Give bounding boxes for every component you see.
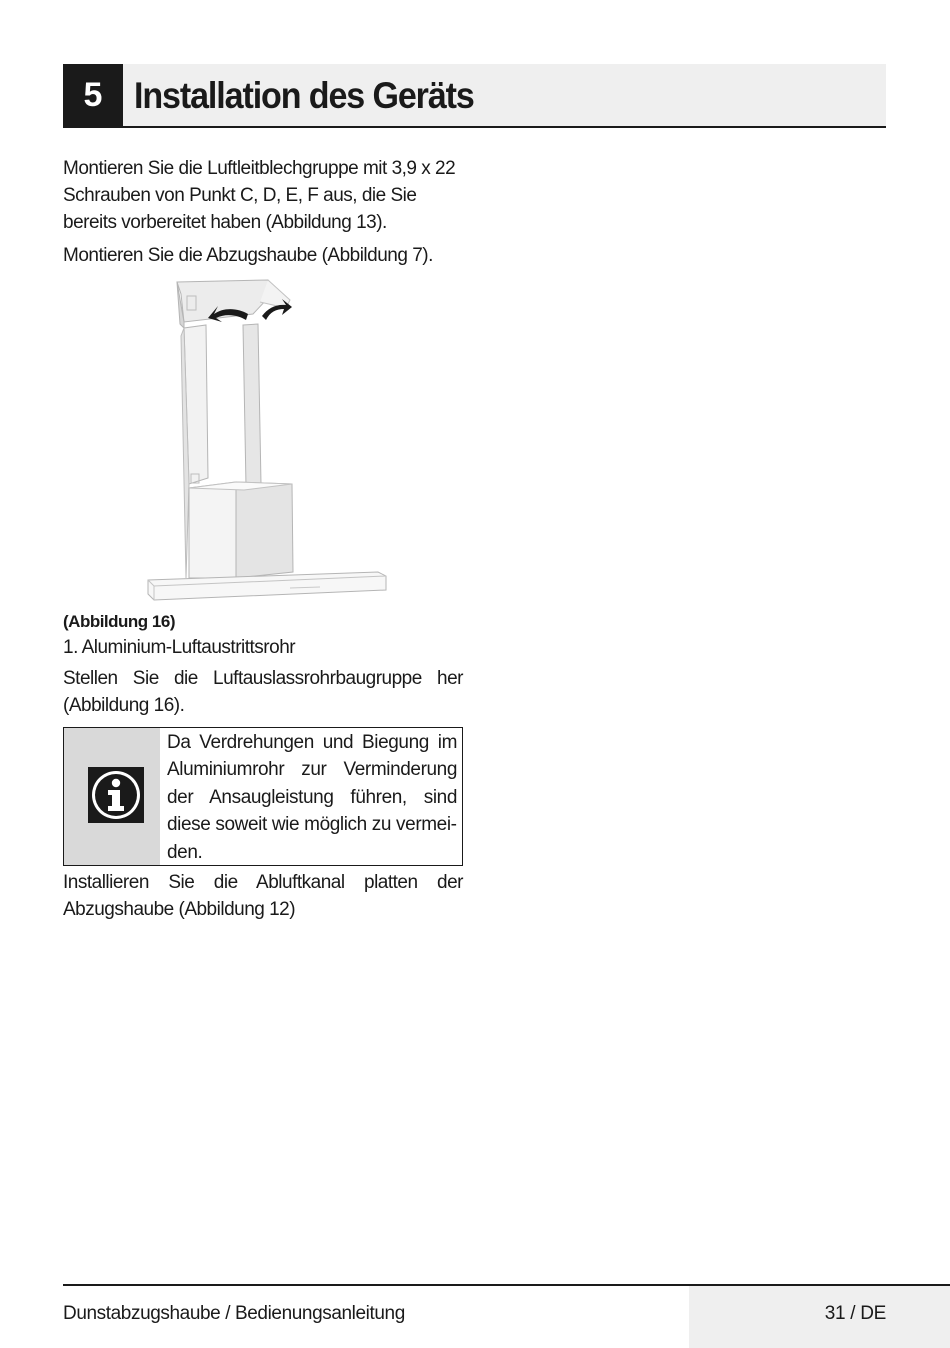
note-icon-cell [64, 728, 160, 865]
chapter-number: 5 [63, 64, 123, 126]
footer-page-box [689, 1286, 950, 1348]
info-note [63, 727, 463, 866]
hood-installation-illustration [140, 278, 396, 606]
paragraph-luftleitblech: Montieren Sie die Luftleitblechgruppe mit 3,9 x 22 Schrauben von Punkt C, D, E, F aus, die Sie bereits vorbereitet haben (Abbildung 13). [63, 158, 456, 233]
chapter-header [63, 64, 886, 128]
note-text: Da Verdrehungen und Biegung im Aluminiumrohr zur Verminderung der Ansaugleistung führen, sind diese soweit wie möglich zu vermeiden. [167, 732, 457, 863]
figure-caption: (Abbildung 16) [63, 612, 175, 631]
paragraph-abluftkanal: Installieren Sie die Abluftkanal platten der Abzugshaube (Abbildung 12) [63, 872, 463, 920]
figure-caption-block [63, 610, 463, 719]
intro-text [63, 155, 463, 269]
footer-document-title: Dunstabzugshaube / Bedienungsanleitung [63, 1303, 405, 1324]
paragraph-luftauslass: Stellen Sie die Luftauslassrohrbaugruppe her (Abbildung 16). [63, 668, 463, 716]
paragraph-abzugshaube: Montieren Sie die Abzugshaube (Abbildung 7). [63, 245, 433, 266]
figure-item: 1. Aluminium-Luftaustrittsrohr [63, 637, 296, 658]
chapter-title: Installation des Geräts [134, 75, 474, 116]
page-number: 31 / DE [824, 1303, 886, 1324]
info-icon [88, 767, 144, 823]
